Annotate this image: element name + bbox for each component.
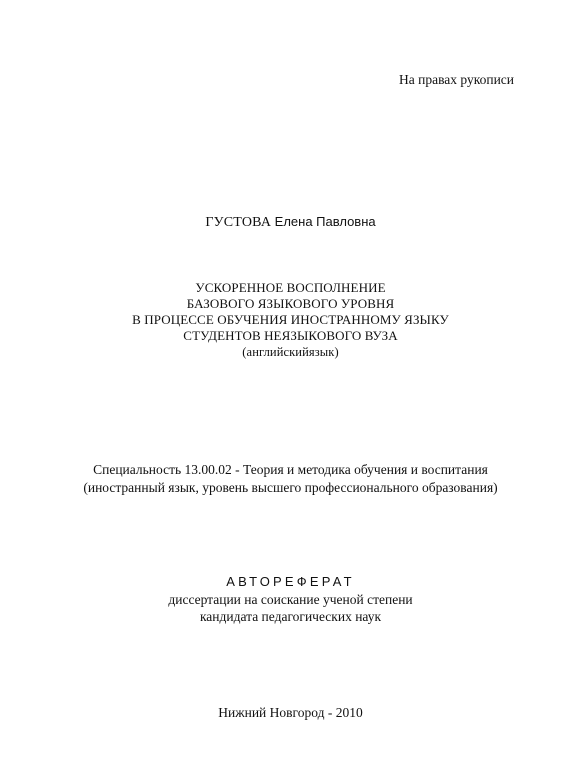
degree-line-2: кандидата педагогических наук: [199, 609, 382, 624]
dissertation-title: [0, 280, 581, 360]
author-name: [0, 214, 581, 231]
city-year: Нижний Новгород - 2010: [218, 705, 363, 720]
specialty-line-2: (иностранный язык, уровень высшего профессионального образования): [83, 480, 498, 495]
title-line-2: БАЗОВОГО ЯЗЫКОВОГО УРОВНЯ: [186, 296, 395, 311]
author-surname: ГУСТОВА: [205, 215, 272, 230]
degree-line-1: диссертации на соискание ученой степени: [168, 592, 413, 607]
language-note: (английскийязык): [242, 345, 339, 359]
title-line-4: СТУДЕНТОВ НЕЯЗЫКОВОГО ВУЗА: [183, 328, 398, 343]
title-line-3: В ПРОЦЕССЕ ОБУЧЕНИЯ ИНОСТРАННОМУ ЯЗЫКУ: [132, 312, 449, 327]
title-line-1: УСКОРЕННОЕ ВОСПОЛНЕНИЕ: [195, 280, 386, 295]
specialty-line-1: Специальность 13.00.02 - Теория и методика обучения и воспитания: [93, 462, 488, 477]
author-given-names: Елена Павловна: [274, 214, 376, 229]
abstract-heading: АВТОРЕФЕРАТ: [226, 574, 355, 589]
rights-note: На правах рукописи: [399, 72, 515, 87]
